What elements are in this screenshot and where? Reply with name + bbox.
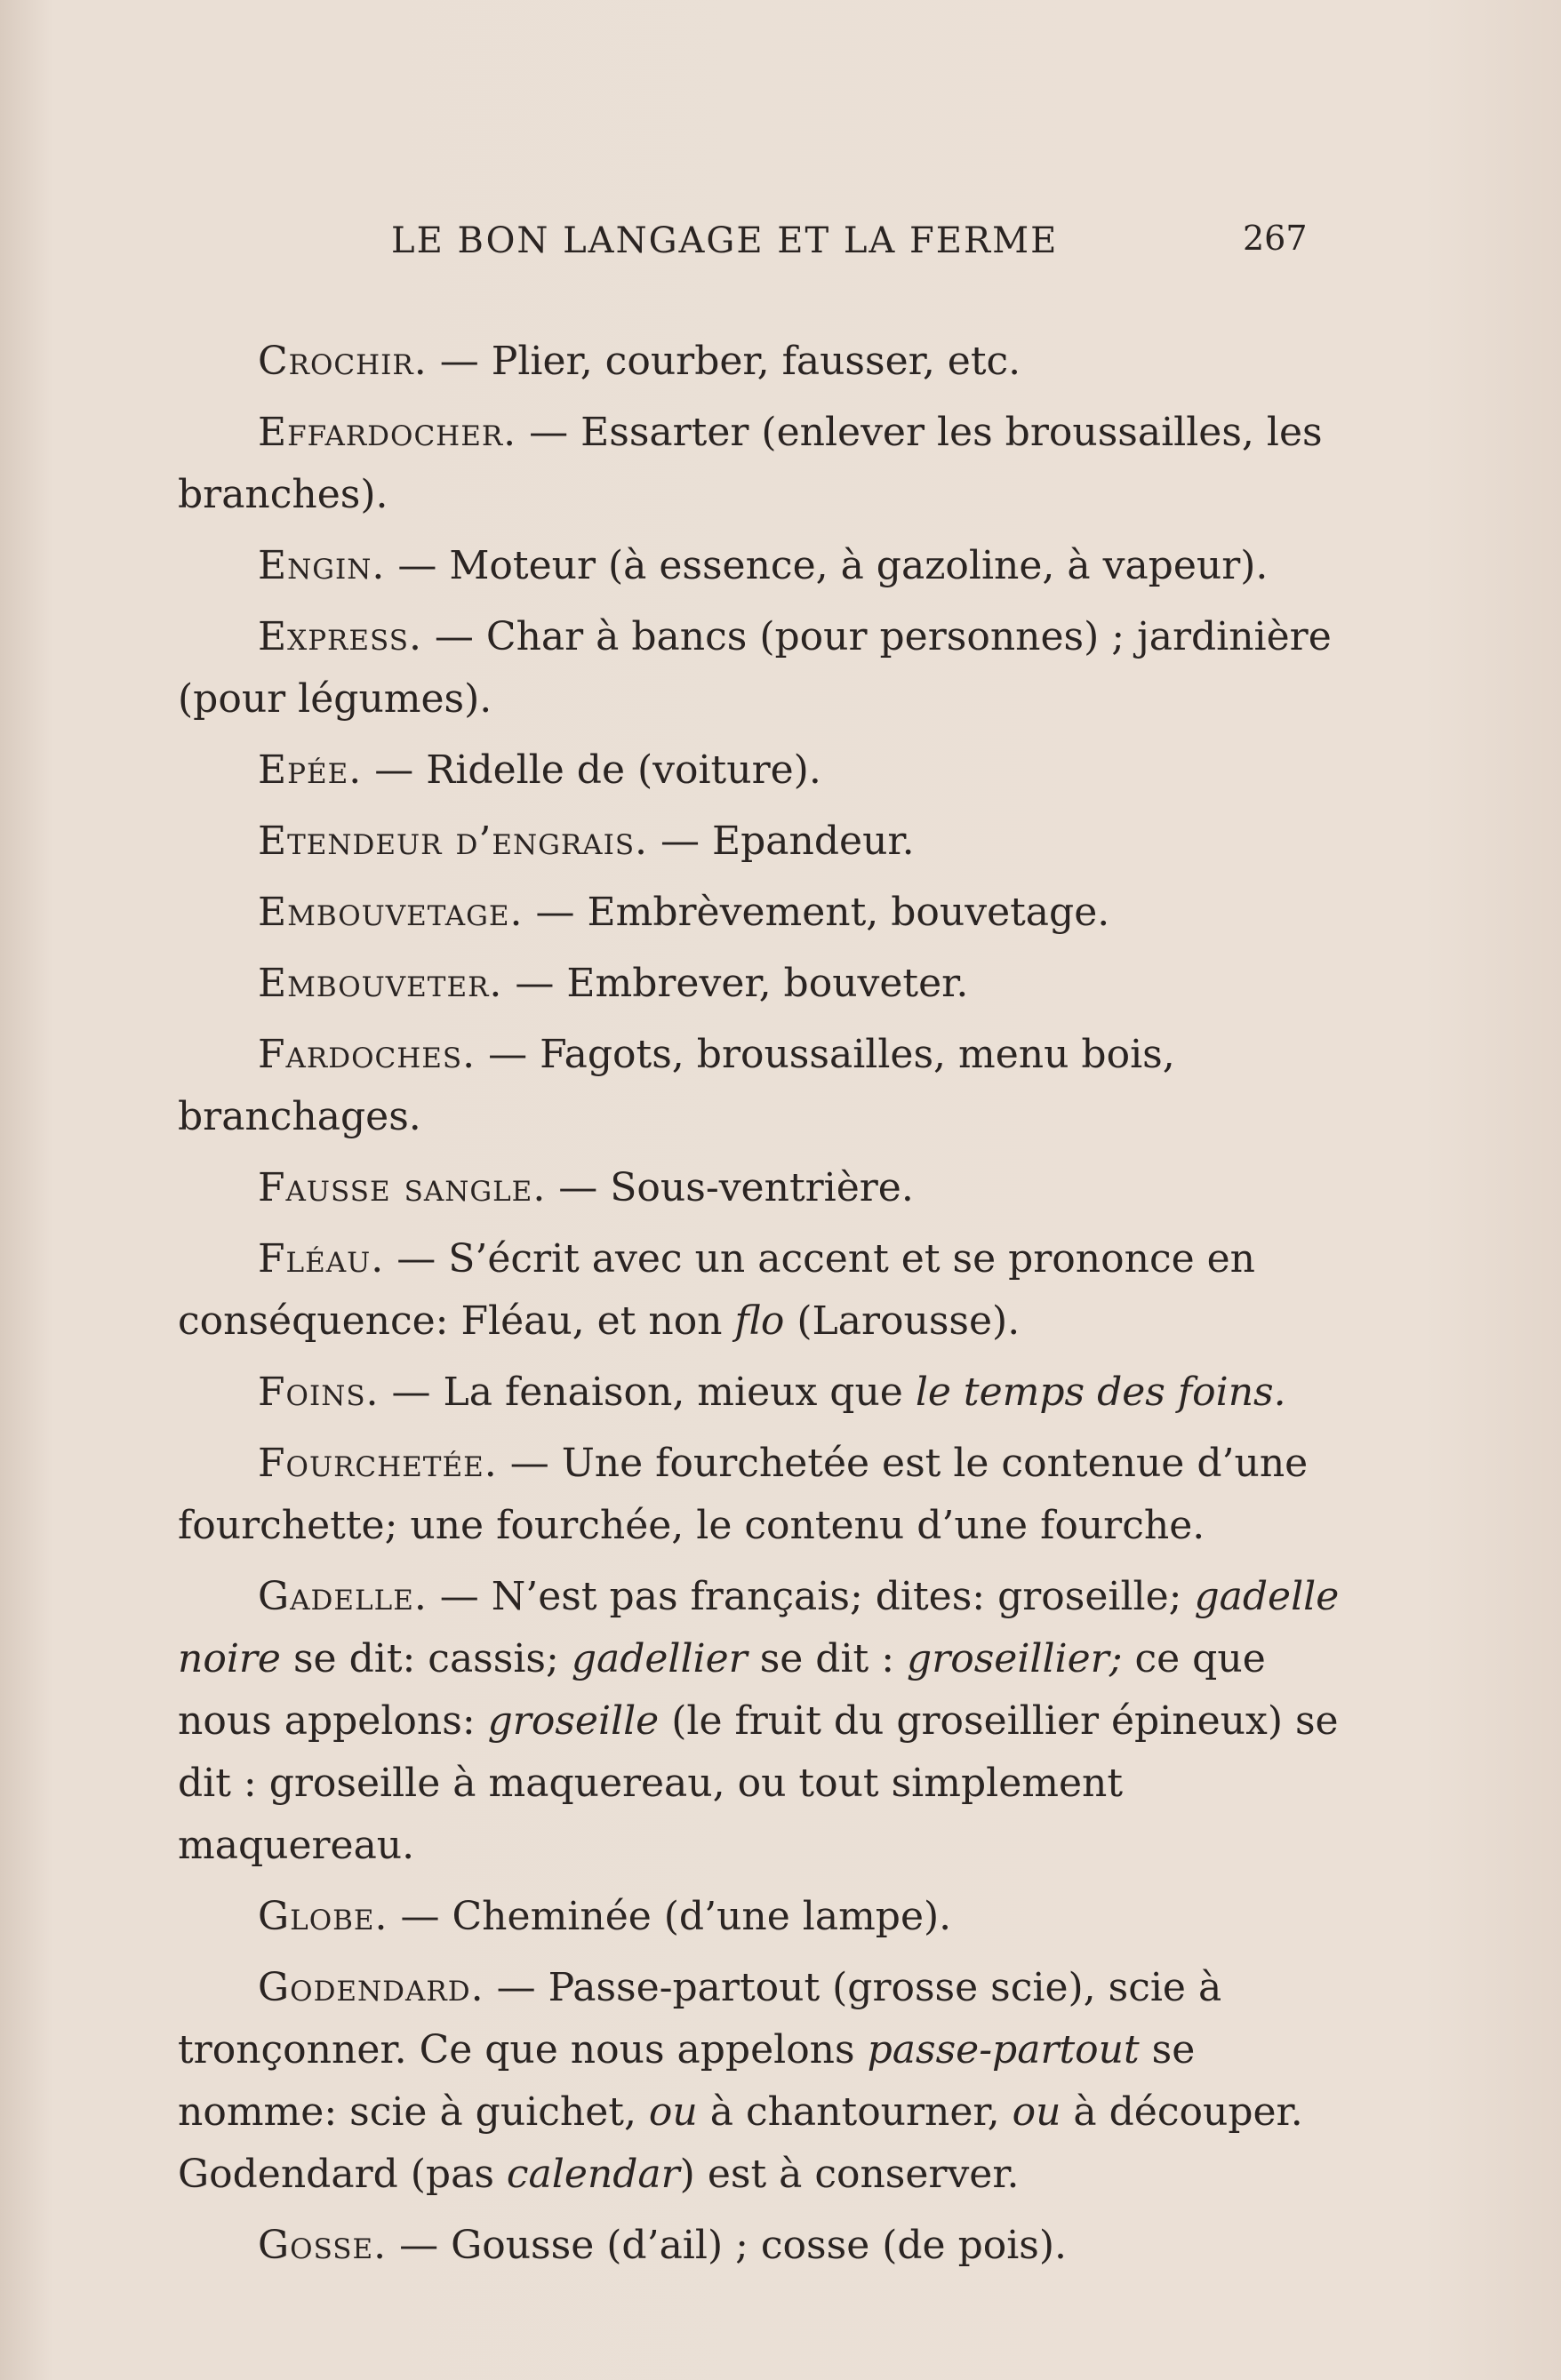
glossary-entry	[178, 739, 1351, 802]
entry-term: Godendard.	[258, 1965, 484, 2010]
entry-definition: (Larousse).	[784, 1298, 1021, 1344]
entry-italic: groseillier;	[907, 1636, 1123, 1681]
entry-definition: — La fenaison, mieux que	[379, 1370, 916, 1415]
glossary-entry	[178, 402, 1351, 526]
entry-definition: à chantourner,	[697, 2089, 1013, 2135]
entry-term: Etendeur d’engrais.	[258, 819, 649, 864]
page-number: 267	[1243, 219, 1308, 258]
entry-italic: le temps des foins.	[915, 1370, 1286, 1415]
entry-definition: — Essarter (enlever les broussailles, les branches).	[178, 410, 1323, 517]
entry-term: Fourchetée.	[258, 1441, 498, 1486]
entry-term: Effardocher.	[258, 410, 517, 455]
entry-term: Foins.	[258, 1370, 380, 1415]
entry-definition: — Passe-partout (grosse scie), scie à tronçonner. Ce que nous appelons	[178, 1965, 1222, 2073]
entry-italic: gadellier	[571, 1636, 748, 1681]
entry-term: Gosse.	[258, 2223, 388, 2268]
entry-italic: groseille	[487, 1698, 660, 1744]
glossary-entry	[178, 811, 1351, 873]
entry-term: Fardoches.	[258, 1032, 476, 1077]
entry-definition: — Char à bancs (pour personnes) ; jardinière (pour légumes).	[178, 614, 1332, 722]
glossary-entry	[178, 1024, 1351, 1148]
glossary-entry	[178, 331, 1351, 393]
entry-definition: — Embrever, bouveter.	[502, 961, 969, 1006]
entry-definition: — S’écrit avec un accent et se prononce en conséquence: Fléau, et non	[178, 1236, 1256, 1344]
glossary-entry	[178, 535, 1351, 597]
entry-definition: — Une fourchetée est le contenue d’une fourchette; une fourchée, le contenu d’une fourche.	[178, 1441, 1309, 1548]
entry-definition: (le fruit du groseillier épineux) se dit : groseille à maquereau, ou tout simplement maquereau.	[178, 1698, 1339, 1868]
entry-definition: — Ridelle de (voiture).	[362, 747, 821, 793]
entry-definition: se nomme: scie à guichet,	[178, 2027, 1196, 2135]
entry-term: Globe.	[258, 1894, 388, 1939]
entry-definition: — Fagots, broussailles, menu bois, branchages.	[178, 1032, 1175, 1139]
glossary-entry	[178, 606, 1351, 731]
entry-italic: passe-partout	[867, 2027, 1140, 2073]
entry-definition: — Epandeur.	[648, 819, 915, 864]
running-header: LE BON LANGAGE ET LA FERME	[391, 220, 1059, 261]
entry-definition: — Moteur (à essence, à gazoline, à vapeur).	[385, 543, 1269, 588]
glossary-entry	[178, 1228, 1351, 1353]
glossary-entry	[178, 1957, 1351, 2206]
glossary-entry	[178, 1886, 1351, 1948]
entry-definition: à découper. Godendard (pas	[178, 2089, 1303, 2197]
entry-italic: ou	[648, 2089, 698, 2135]
entry-term: Fausse sangle.	[258, 1165, 547, 1210]
entry-term: Express.	[258, 614, 422, 659]
glossary-entry	[178, 882, 1351, 944]
entry-definition: se dit :	[747, 1636, 908, 1681]
entry-definition: se dit: cassis;	[280, 1636, 572, 1681]
entry-italic: gadelle noire	[178, 1574, 1340, 1681]
entry-italic: ou	[1012, 2089, 1061, 2135]
entry-term: Crochir.	[258, 339, 428, 384]
entry-definition: — N’est pas français; dites: groseille;	[427, 1574, 1195, 1619]
entry-term: Embouvetage.	[258, 890, 524, 935]
glossary-body	[178, 331, 1351, 2286]
entry-term: Epée.	[258, 747, 363, 793]
entry-definition: — Embrèvement, bouvetage.	[523, 890, 1110, 935]
entry-definition: — Cheminée (d’une lampe).	[388, 1894, 952, 1939]
glossary-entry	[178, 1566, 1351, 1877]
entry-definition: — Plier, courber, fausser, etc.	[427, 339, 1021, 384]
glossary-entry	[178, 1433, 1351, 1557]
glossary-entry	[178, 953, 1351, 1015]
entry-definition: — Sous-ventrière.	[546, 1165, 914, 1210]
glossary-entry	[178, 1362, 1351, 1424]
entry-italic: flo	[734, 1298, 785, 1344]
entry-definition: ) est à conserver.	[679, 2152, 1020, 2197]
entry-italic: calendar	[506, 2152, 680, 2197]
entry-term: Gadelle.	[258, 1574, 428, 1619]
entry-definition: ce que nous appelons:	[178, 1636, 1266, 1744]
entry-term: Fléau.	[258, 1236, 385, 1282]
glossary-entry	[178, 2215, 1351, 2277]
entry-term: Embouveter.	[258, 961, 503, 1006]
entry-definition: — Gousse (d’ail) ; cosse (de pois).	[387, 2223, 1068, 2268]
entry-term: Engin.	[258, 543, 386, 588]
glossary-entry	[178, 1157, 1351, 1219]
